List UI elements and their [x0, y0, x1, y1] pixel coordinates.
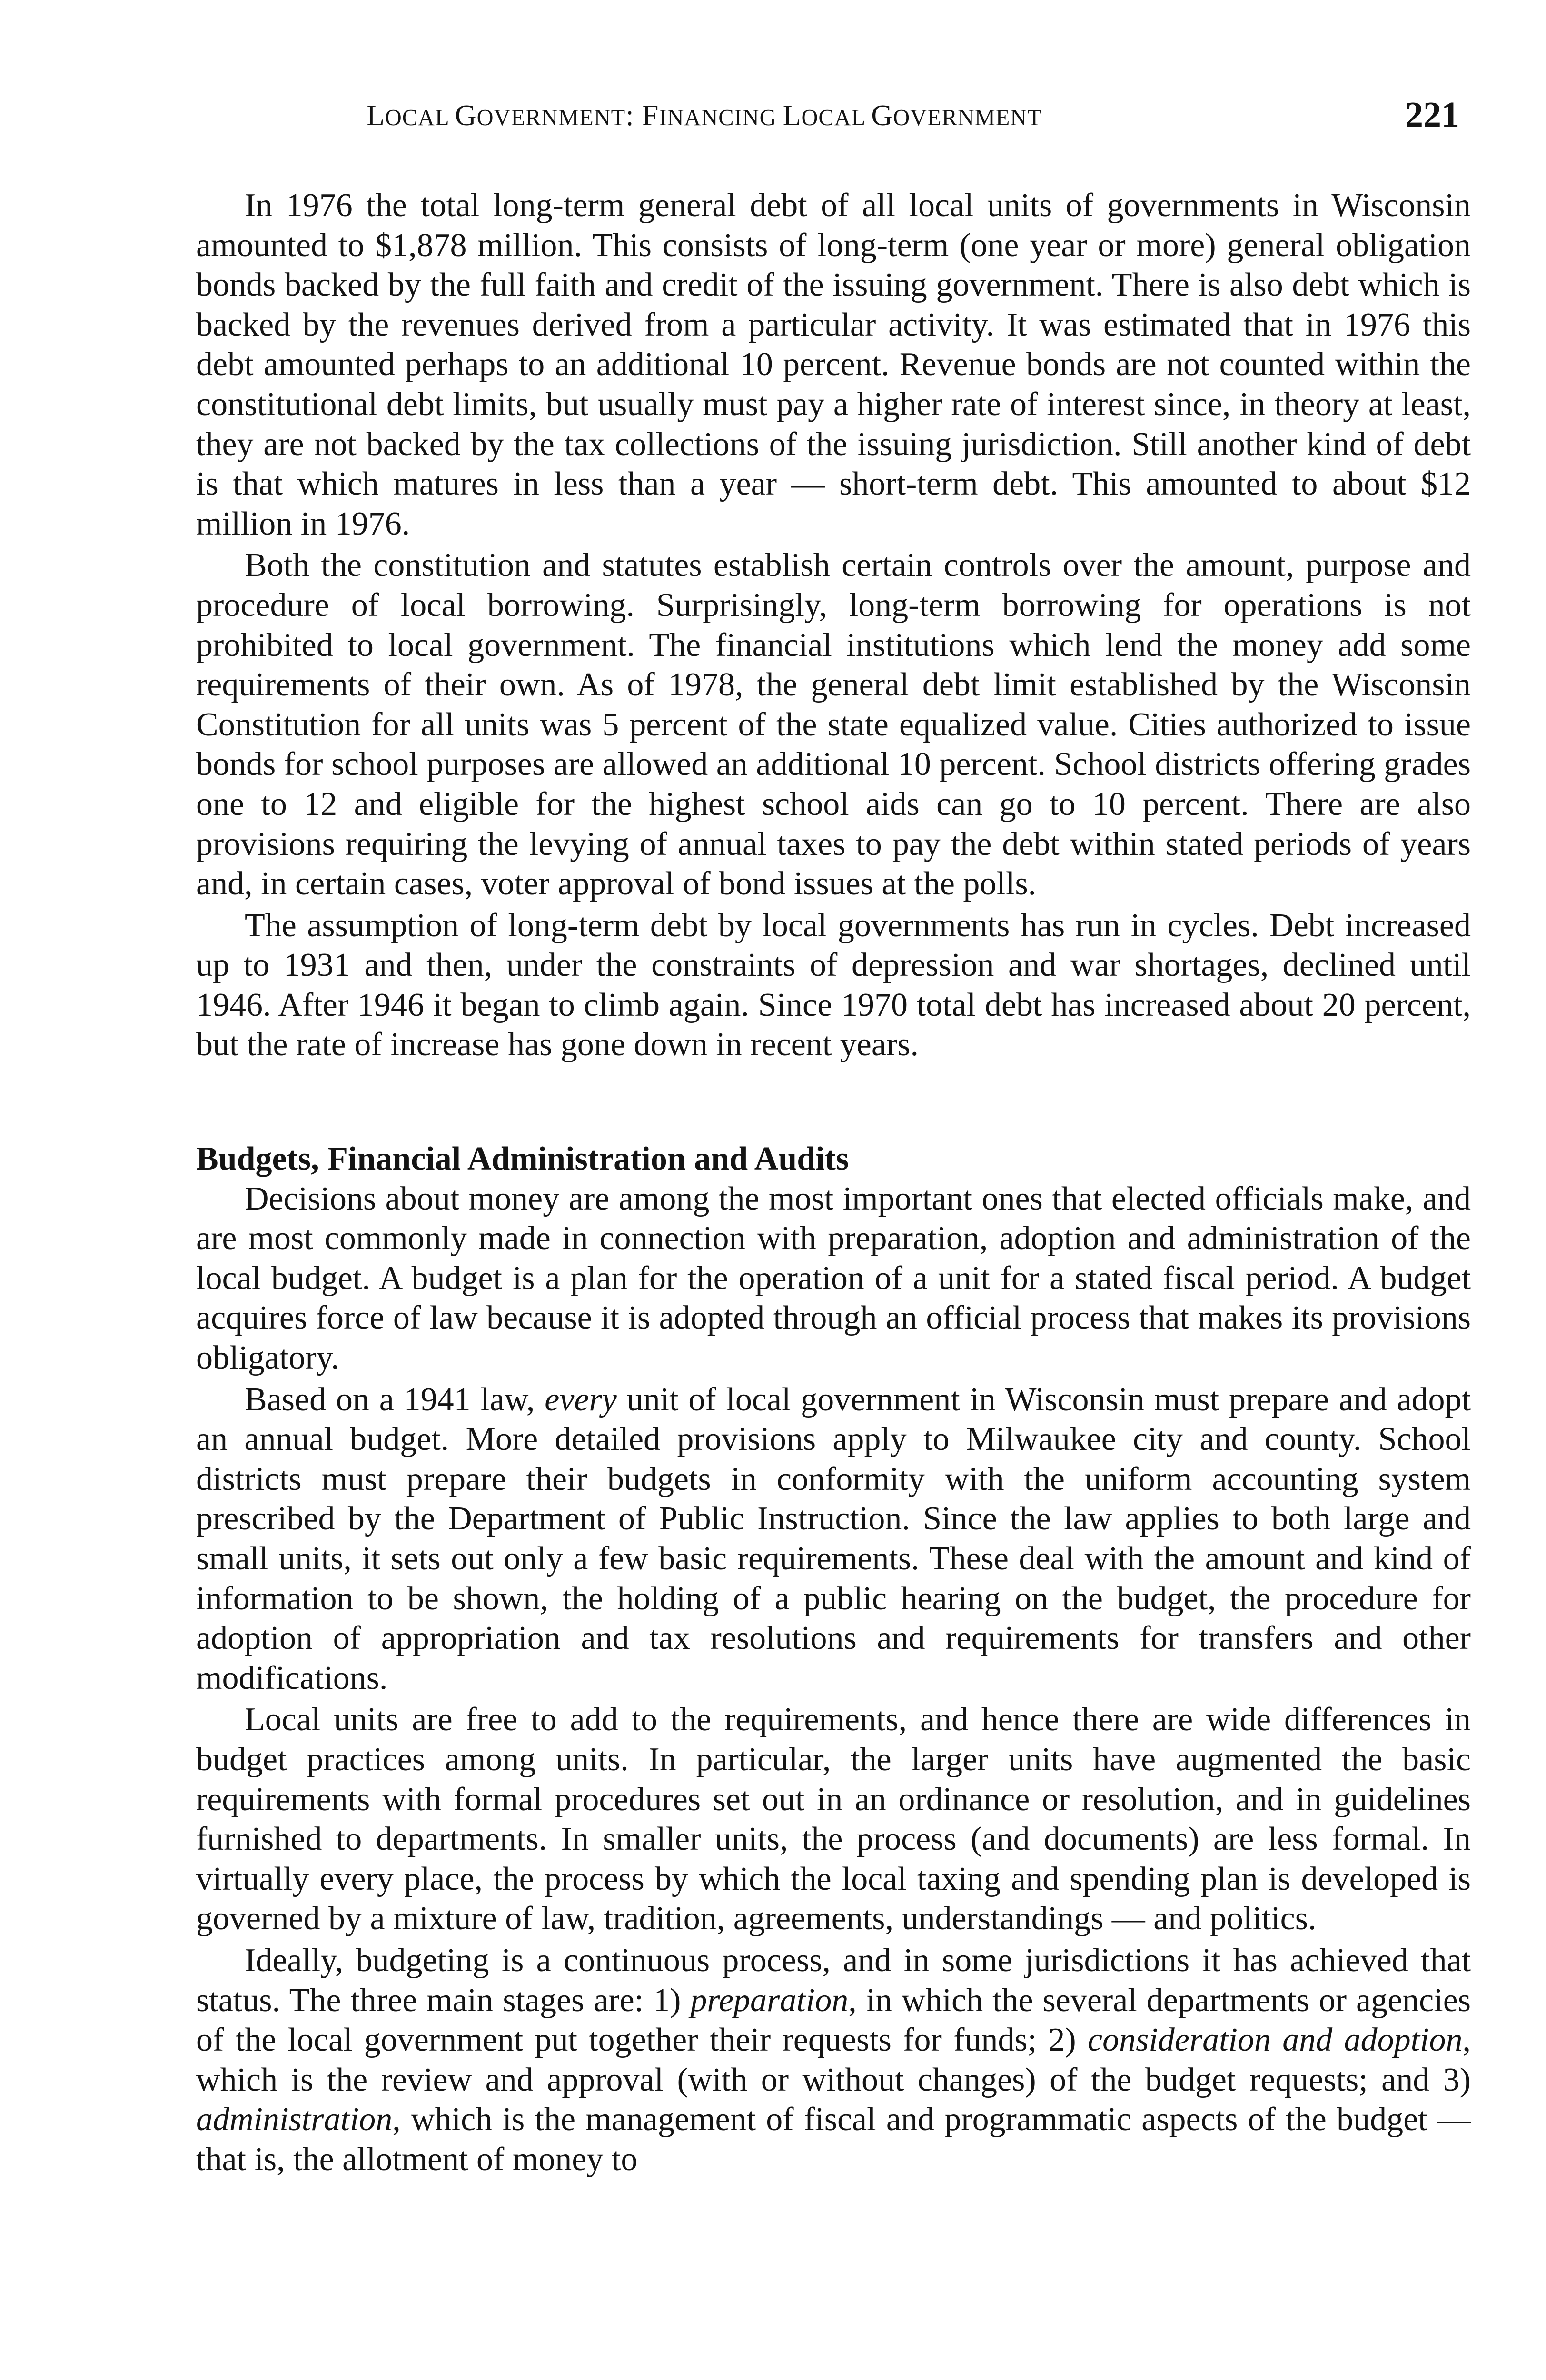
paragraph-budget-stages: [196, 1941, 1471, 2180]
running-head-smallcaps: OVERNMENT: [476, 105, 626, 130]
body-text: [196, 186, 1471, 2180]
running-head-cap: F: [642, 99, 659, 132]
text-run: Based on a 1941 law,: [245, 1381, 545, 1418]
emphasis: every: [545, 1381, 617, 1418]
paragraph-budget-practices: Local units are free to add to the requirements, and hence there are wide differences in budget practices among units. In particular, the larger units have augmented the basic requirements with formal procedures set out in an ordinance or resolution, and in guidelines furnished to departments. In smaller units, the process (and documents) are less formal. In virtually every place, the process by which the local taxing and spending plan is developed is governed by a mixture of law, tradition, agreements, understandings — and politics.: [196, 1701, 1471, 1937]
emphasis: administration: [196, 2101, 393, 2138]
running-head-colon: :: [625, 99, 642, 132]
paragraph-budget-law: [196, 1380, 1471, 1698]
text-run: , which is the review and approval (with or without changes) of the budget requests; and 3): [196, 2022, 1471, 2098]
running-head-smallcaps: INANCING: [659, 105, 783, 130]
running-head-cap: L: [367, 99, 385, 132]
page-number: 221: [1405, 95, 1459, 135]
running-head: [367, 99, 1042, 133]
running-head-cap: G: [455, 99, 477, 132]
running-head-smallcaps: OVERNMENT: [893, 105, 1042, 130]
paragraph-debt-cycles: The assumption of long-term debt by local governments has run in cycles. Debt increased up to 1931 and then, under the constraints of depression and war shortages, declined until 1946. After 1946 it began to climb again. Since 1970 total debt has increased about 20 percent, but the rate of increase has gone down in recent years.: [196, 907, 1471, 1063]
running-head-cap: G: [871, 99, 893, 132]
text-run: , which is the management of fiscal and programmatic aspects of the budget — that is, the allotment of money to: [196, 2101, 1471, 2178]
section-heading: Budgets, Financial Administration and Audits: [196, 1140, 849, 1178]
paragraph-debt-total: In 1976 the total long-term general debt of all local units of governments in Wisconsin amounted to $1,878 million. This consists of long-term (one year or more) general obligation bonds backed by the full faith and credit of the issuing government. There is also debt which is backed by the revenues derived from a particular activity. It was estimated that in 1976 this debt amounted perhaps to an additional 10 percent. Revenue bonds are not counted within the constitutional debt limits, but usually must pay a higher rate of interest since, in theory at least, they are not backed by the tax collections of the issuing jurisdiction. Still another kind of debt is that which matures in less than a year — short-term debt. This amounted to about $12 million in 1976.: [196, 187, 1471, 542]
text-run: Ideally, budgeting is a continuous process, and in some jurisdictions it has achieved that status. The three main stages are: 1): [196, 1942, 1471, 2019]
emphasis: preparation: [690, 1982, 849, 2019]
text-run: , in which the several departments or agencies of the local government put together their requests for funds; 2): [196, 1982, 1471, 2059]
paragraph-debt-controls: Both the constitution and statutes establish certain controls over the amount, purpose and procedure of local borrowing. Surprisingly, long-term borrowing for operations is not prohibited to local government. The financial institutions which lend the money add some requirements of their own. As of 1978, the general debt limit established by the Wisconsin Constitution for all units was 5 percent of the state equalized value. Cities authorized to issue bonds for school purposes are allowed an additional 10 percent. School districts offering grades one to 12 and eligible for the highest school aids can go to 10 percent. There are also provisions requiring the levying of annual taxes to pay the debt within stated periods of years and, in certain cases, voter approval of bond issues at the polls.: [196, 547, 1471, 902]
running-head-cap: L: [783, 99, 802, 132]
running-head-smallcaps: OCAL: [801, 105, 872, 130]
running-head-smallcaps: OCAL: [385, 105, 455, 130]
paragraph-budget-decisions: Decisions about money are among the most important ones that elected officials make, and are most commonly made in connection with preparation, adoption and administration of the local budget. A budget is a plan for the operation of a unit for a stated fiscal period. A budget acquires force of law because it is adopted through an official process that makes its provisions obligatory.: [196, 1180, 1471, 1377]
text-run: unit of local government in Wisconsin must prepare and adopt an annual budget. More detailed provisions apply to Milwaukee city and county. School districts must prepare their budgets in conformity with the uniform accounting system prescribed by the Department of Public Instruction. Since the law applies to both large and small units, it sets out only a few basic requirements. These deal with the amount and kind of information to be shown, the holding of a public hearing on the budget, the procedure for adoption of appropriation and tax resolutions and requirements for transfers and other modifications.: [196, 1381, 1471, 1696]
emphasis: consideration and adoption: [1088, 2022, 1463, 2059]
